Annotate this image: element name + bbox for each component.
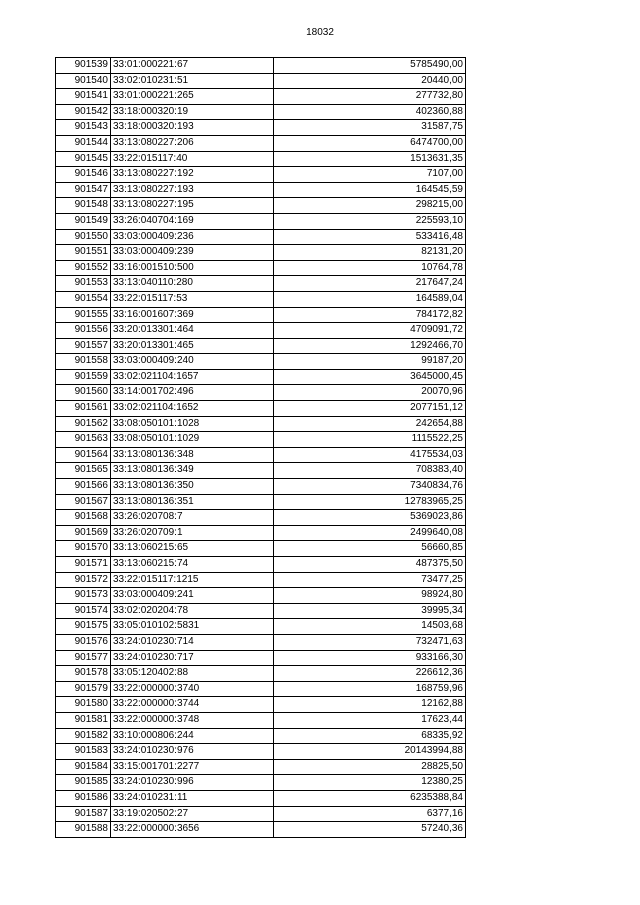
row-id-cell: 901577 [56, 650, 111, 666]
value-cell: 732471,63 [274, 634, 466, 650]
table-row [56, 775, 466, 791]
value-cell: 20440,00 [274, 73, 466, 89]
value-cell: 217647,24 [274, 276, 466, 292]
row-id-cell: 901585 [56, 775, 111, 791]
cadastral-number-cell: 33:13:080136:350 [111, 479, 274, 495]
value-cell: 226612,36 [274, 666, 466, 682]
row-id-cell: 901587 [56, 806, 111, 822]
table-row [56, 557, 466, 573]
row-id-cell: 901548 [56, 198, 111, 214]
table-row [56, 104, 466, 120]
value-cell: 68335,92 [274, 728, 466, 744]
value-cell: 7107,00 [274, 167, 466, 183]
value-cell: 6377,16 [274, 806, 466, 822]
table-row [56, 744, 466, 760]
page-number: 18032 [306, 27, 334, 38]
value-cell: 6235388,84 [274, 790, 466, 806]
cadastral-number-cell: 33:15:001701:2277 [111, 759, 274, 775]
row-id-cell: 901570 [56, 541, 111, 557]
table-row [56, 89, 466, 105]
row-id-cell: 901543 [56, 120, 111, 136]
cadastral-number-cell: 33:18:000320:19 [111, 104, 274, 120]
table-row [56, 822, 466, 838]
row-id-cell: 901565 [56, 463, 111, 479]
row-id-cell: 901572 [56, 572, 111, 588]
value-cell: 31587,75 [274, 120, 466, 136]
value-cell: 4175534,03 [274, 447, 466, 463]
row-id-cell: 901539 [56, 58, 111, 74]
cadastral-number-cell: 33:26:020709:1 [111, 525, 274, 541]
table-row [56, 135, 466, 151]
row-id-cell: 901581 [56, 712, 111, 728]
cadastral-number-cell: 33:16:001510:500 [111, 260, 274, 276]
table-row [56, 588, 466, 604]
row-id-cell: 901552 [56, 260, 111, 276]
cadastral-number-cell: 33:13:060215:65 [111, 541, 274, 557]
cadastral-number-cell: 33:18:000320:193 [111, 120, 274, 136]
cadastral-number-cell: 33:08:050101:1029 [111, 432, 274, 448]
value-cell: 2499640,08 [274, 525, 466, 541]
row-id-cell: 901542 [56, 104, 111, 120]
value-cell: 164545,59 [274, 182, 466, 198]
value-cell: 402360,88 [274, 104, 466, 120]
cadastral-number-cell: 33:26:020708:7 [111, 510, 274, 526]
cadastral-number-cell: 33:26:040704:169 [111, 213, 274, 229]
table-row [56, 759, 466, 775]
table-row [56, 276, 466, 292]
row-id-cell: 901550 [56, 229, 111, 245]
row-id-cell: 901586 [56, 790, 111, 806]
row-id-cell: 901559 [56, 369, 111, 385]
row-id-cell: 901578 [56, 666, 111, 682]
table-row [56, 416, 466, 432]
row-id-cell: 901545 [56, 151, 111, 167]
value-cell: 6474700,00 [274, 135, 466, 151]
table-row [56, 260, 466, 276]
row-id-cell: 901553 [56, 276, 111, 292]
value-cell: 4709091,72 [274, 323, 466, 339]
value-cell: 164589,04 [274, 291, 466, 307]
cadastral-number-cell: 33:22:015117:40 [111, 151, 274, 167]
table-row [56, 58, 466, 74]
cadastral-number-cell: 33:22:015117:1215 [111, 572, 274, 588]
row-id-cell: 901561 [56, 401, 111, 417]
row-id-cell: 901558 [56, 354, 111, 370]
table-row [56, 73, 466, 89]
value-cell: 242654,88 [274, 416, 466, 432]
table-row [56, 369, 466, 385]
table-row [56, 572, 466, 588]
table-row [56, 447, 466, 463]
cadastral-number-cell: 33:13:080227:206 [111, 135, 274, 151]
row-id-cell: 901541 [56, 89, 111, 105]
row-id-cell: 901546 [56, 167, 111, 183]
value-cell: 7340834,76 [274, 479, 466, 495]
row-id-cell: 901573 [56, 588, 111, 604]
table-row [56, 182, 466, 198]
cadastral-number-cell: 33:05:120402:88 [111, 666, 274, 682]
value-cell: 28825,50 [274, 759, 466, 775]
table-row [56, 510, 466, 526]
cadastral-number-cell: 33:03:000409:240 [111, 354, 274, 370]
value-cell: 1292466,70 [274, 338, 466, 354]
value-cell: 14503,68 [274, 619, 466, 635]
cadastral-number-cell: 33:10:000806:244 [111, 728, 274, 744]
cadastral-number-cell: 33:22:000000:3656 [111, 822, 274, 838]
table-row [56, 167, 466, 183]
value-cell: 2077151,12 [274, 401, 466, 417]
row-id-cell: 901580 [56, 697, 111, 713]
row-id-cell: 901564 [56, 447, 111, 463]
row-id-cell: 901554 [56, 291, 111, 307]
cadastral-number-cell: 33:14:001702:496 [111, 385, 274, 401]
row-id-cell: 901540 [56, 73, 111, 89]
table-row [56, 650, 466, 666]
row-id-cell: 901556 [56, 323, 111, 339]
table-row [56, 634, 466, 650]
table-row [56, 712, 466, 728]
cadastral-number-cell: 33:19:020502:27 [111, 806, 274, 822]
cadastral-number-cell: 33:24:010230:976 [111, 744, 274, 760]
row-id-cell: 901549 [56, 213, 111, 229]
value-cell: 17623,44 [274, 712, 466, 728]
table-row [56, 494, 466, 510]
cadastral-number-cell: 33:02:021104:1657 [111, 369, 274, 385]
row-id-cell: 901574 [56, 603, 111, 619]
table-row [56, 603, 466, 619]
data-table [55, 57, 466, 838]
table-row [56, 479, 466, 495]
table-row [56, 681, 466, 697]
cadastral-number-cell: 33:24:010230:714 [111, 634, 274, 650]
table-row [56, 790, 466, 806]
table-row [56, 541, 466, 557]
cadastral-number-cell: 33:03:000409:241 [111, 588, 274, 604]
cadastral-number-cell: 33:13:080136:351 [111, 494, 274, 510]
cadastral-number-cell: 33:22:000000:3748 [111, 712, 274, 728]
value-cell: 487375,50 [274, 557, 466, 573]
table-row [56, 151, 466, 167]
cadastral-number-cell: 33:03:000409:236 [111, 229, 274, 245]
value-cell: 298215,00 [274, 198, 466, 214]
row-id-cell: 901567 [56, 494, 111, 510]
cadastral-number-cell: 33:13:080227:193 [111, 182, 274, 198]
cadastral-number-cell: 33:01:000221:265 [111, 89, 274, 105]
row-id-cell: 901582 [56, 728, 111, 744]
value-cell: 10764,78 [274, 260, 466, 276]
table-row [56, 806, 466, 822]
row-id-cell: 901560 [56, 385, 111, 401]
table-row [56, 198, 466, 214]
table-row [56, 213, 466, 229]
value-cell: 3645000,45 [274, 369, 466, 385]
cadastral-number-cell: 33:13:080136:348 [111, 447, 274, 463]
value-cell: 933166,30 [274, 650, 466, 666]
row-id-cell: 901551 [56, 245, 111, 261]
value-cell: 56660,85 [274, 541, 466, 557]
cadastral-number-cell: 33:22:000000:3744 [111, 697, 274, 713]
cadastral-number-cell: 33:02:010231:51 [111, 73, 274, 89]
cadastral-number-cell: 33:24:010230:996 [111, 775, 274, 791]
row-id-cell: 901569 [56, 525, 111, 541]
row-id-cell: 901584 [56, 759, 111, 775]
cadastral-number-cell: 33:01:000221:67 [111, 58, 274, 74]
value-cell: 12380,25 [274, 775, 466, 791]
cadastral-number-cell: 33:22:000000:3740 [111, 681, 274, 697]
value-cell: 5785490,00 [274, 58, 466, 74]
row-id-cell: 901579 [56, 681, 111, 697]
table-row [56, 229, 466, 245]
value-cell: 39995,34 [274, 603, 466, 619]
cadastral-number-cell: 33:13:080227:195 [111, 198, 274, 214]
cadastral-number-cell: 33:13:080136:349 [111, 463, 274, 479]
table-row [56, 666, 466, 682]
value-cell: 784172,82 [274, 307, 466, 323]
value-cell: 12162,88 [274, 697, 466, 713]
table-row [56, 728, 466, 744]
table-row [56, 463, 466, 479]
cadastral-number-cell: 33:20:013301:464 [111, 323, 274, 339]
cadastral-number-cell: 33:22:015117:53 [111, 291, 274, 307]
value-cell: 168759,96 [274, 681, 466, 697]
table-row [56, 245, 466, 261]
cadastral-number-cell: 33:02:021104:1652 [111, 401, 274, 417]
table-row [56, 385, 466, 401]
value-cell: 98924,80 [274, 588, 466, 604]
row-id-cell: 901568 [56, 510, 111, 526]
row-id-cell: 901555 [56, 307, 111, 323]
row-id-cell: 901576 [56, 634, 111, 650]
cadastral-number-cell: 33:16:001607:369 [111, 307, 274, 323]
table-row [56, 697, 466, 713]
cadastral-number-cell: 33:13:060215:74 [111, 557, 274, 573]
row-id-cell: 901562 [56, 416, 111, 432]
table-body [56, 58, 466, 838]
value-cell: 73477,25 [274, 572, 466, 588]
row-id-cell: 901547 [56, 182, 111, 198]
table-row [56, 525, 466, 541]
table-row [56, 338, 466, 354]
value-cell: 225593,10 [274, 213, 466, 229]
cadastral-number-cell: 33:05:010102:5831 [111, 619, 274, 635]
row-id-cell: 901566 [56, 479, 111, 495]
cadastral-number-cell: 33:02:020204:78 [111, 603, 274, 619]
cadastral-number-cell: 33:13:080227:192 [111, 167, 274, 183]
table-row [56, 307, 466, 323]
value-cell: 20070,96 [274, 385, 466, 401]
value-cell: 57240,36 [274, 822, 466, 838]
row-id-cell: 901563 [56, 432, 111, 448]
row-id-cell: 901588 [56, 822, 111, 838]
value-cell: 1115522,25 [274, 432, 466, 448]
cadastral-number-cell: 33:13:040110:280 [111, 276, 274, 292]
row-id-cell: 901583 [56, 744, 111, 760]
table-row [56, 120, 466, 136]
cadastral-number-cell: 33:08:050101:1028 [111, 416, 274, 432]
row-id-cell: 901575 [56, 619, 111, 635]
value-cell: 708383,40 [274, 463, 466, 479]
table-row [56, 432, 466, 448]
value-cell: 82131,20 [274, 245, 466, 261]
table-row [56, 401, 466, 417]
value-cell: 99187,20 [274, 354, 466, 370]
row-id-cell: 901544 [56, 135, 111, 151]
table-row [56, 354, 466, 370]
cadastral-number-cell: 33:24:010231:11 [111, 790, 274, 806]
value-cell: 277732,80 [274, 89, 466, 105]
value-cell: 12783965,25 [274, 494, 466, 510]
row-id-cell: 901557 [56, 338, 111, 354]
table-row [56, 619, 466, 635]
table-row [56, 323, 466, 339]
value-cell: 533416,48 [274, 229, 466, 245]
value-cell: 5369023,86 [274, 510, 466, 526]
cadastral-number-cell: 33:20:013301:465 [111, 338, 274, 354]
table-row [56, 291, 466, 307]
value-cell: 20143994,88 [274, 744, 466, 760]
value-cell: 1513631,35 [274, 151, 466, 167]
cadastral-number-cell: 33:03:000409:239 [111, 245, 274, 261]
cadastral-number-cell: 33:24:010230:717 [111, 650, 274, 666]
row-id-cell: 901571 [56, 557, 111, 573]
